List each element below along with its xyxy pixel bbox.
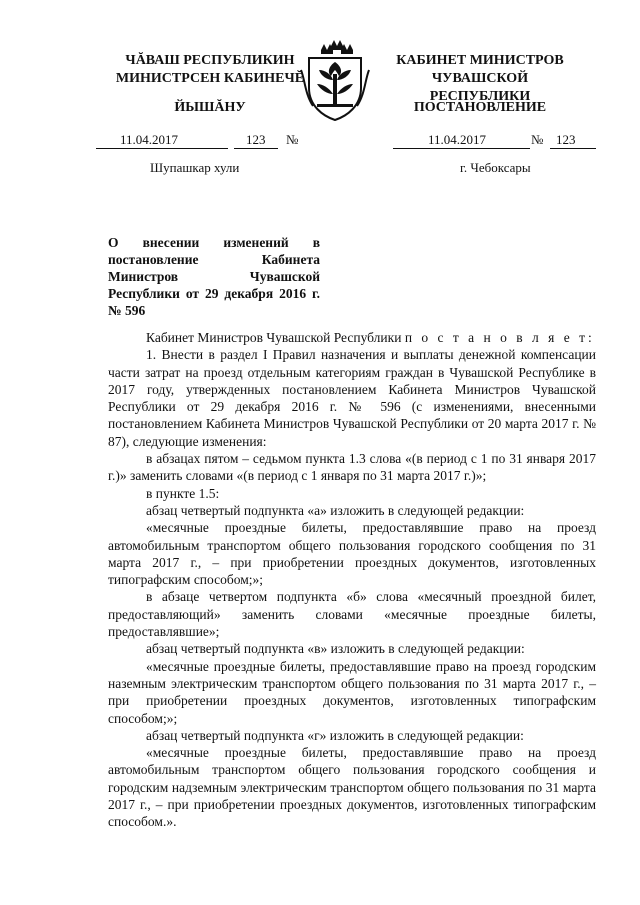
right-city: г. Чебоксары bbox=[460, 160, 531, 175]
paragraph-9: абзац четвертый подпункта «г» изложить в следующей редакции: bbox=[146, 727, 524, 743]
header-left-line1: ЧĂВАШ РЕСПУБЛИКИН bbox=[125, 53, 295, 68]
paragraph-6: в абзаце четвертом подпункта «б» слова «месячный проездной билет, предоставляющий» заменить словами «месячные проездные билеты, предоставлявшие»; bbox=[108, 589, 596, 640]
right-number-sign: № bbox=[531, 132, 544, 147]
paragraph-7: абзац четвертый подпункта «в» изложить в следующей редакции: bbox=[146, 641, 525, 657]
paragraph-1: 1. Внести в раздел I Правил назначения и выплаты денежной компенсации части затрат на проезд отдельным категориям граждан в Чувашской Республике в 2017 году, утвержденных постановлением Кабинета Министров Чувашской Республики от 29 декабря 2016 г. № 596 (с изменениями, внесенными постановлением Кабинета Министров Чувашской Республики от 20 марта 2017 г. № 87), следующие изменения: bbox=[108, 347, 596, 449]
left-number-underline bbox=[234, 147, 278, 149]
left-date: 11.04.2017 bbox=[120, 132, 179, 147]
left-number: 123 bbox=[246, 132, 266, 147]
paragraph-5: «месячные проездные билеты, предоставлявшие право на проезд автомобильным транспортом общего пользования городского сообщения по 31 марта 2017 г., – при приобретении проездных документов, изготовленных типографским способом;»; bbox=[108, 520, 596, 588]
chuvash-coat-of-arms-icon bbox=[297, 40, 373, 124]
header-right-doc-type: ПОСТАНОВЛЕНИЕ bbox=[413, 100, 547, 115]
paragraph-3: в пункте 1.5: bbox=[146, 485, 220, 501]
left-date-underline bbox=[96, 147, 228, 149]
right-date: 11.04.2017 bbox=[428, 132, 487, 147]
header-right-line1: КАБИНЕТ МИНИСТРОВ bbox=[396, 53, 564, 68]
right-date-underline bbox=[393, 147, 530, 149]
left-number-sign: № bbox=[286, 132, 299, 147]
header-right-title bbox=[380, 52, 580, 106]
document-body bbox=[108, 329, 596, 831]
header-left-title bbox=[100, 52, 320, 88]
paragraph-4: абзац четвертый подпункта «а» изложить в следующей редакции: bbox=[146, 502, 525, 518]
intro-verb: п о с т а н о в л я е т: bbox=[404, 330, 595, 345]
right-number-underline bbox=[550, 147, 596, 149]
paragraph-8: «месячные проездные билеты, предоставлявшие право на проезд городским наземным электрическим транспортом общего пользования по 31 марта 2017 г., – при приобретении проездных документов, изготовленных типографским способом;»; bbox=[108, 658, 596, 726]
header-left-line2: МИНИСТРСЕН КАБИНЕЧĔ bbox=[115, 71, 305, 86]
intro-subject: Кабинет Министров Чувашской Республики bbox=[146, 330, 402, 345]
header-right-line2: ЧУВАШСКОЙ РЕСПУБЛИКИ bbox=[429, 71, 531, 104]
right-number: 123 bbox=[556, 132, 576, 147]
paragraph-2: в абзацах пятом – седьмом пункта 1.3 слова «(в период с 1 по 31 января 2017 г.)» заменить словами «(в период с 1 января по 31 марта 2017 г.)»; bbox=[108, 451, 596, 484]
document-title: О внесении изменений в постановление Кабинета Министров Чувашской Республики от 29 декабря 2016 г. № 596 bbox=[108, 235, 320, 318]
left-city: Шупашкар хули bbox=[150, 160, 240, 175]
header-left-doc-type: ЙЫШĂНУ bbox=[174, 100, 246, 115]
paragraph-10: «месячные проездные билеты, предоставлявшие право на проезд автомобильным транспортом общего пользования городского сообщения и городским надземным электрическим транспортом общего пользования по 31 марта 2017 г., – при приобретении проездных документов, изготовленных типографским способом.». bbox=[108, 745, 596, 830]
intro-paragraph bbox=[108, 329, 596, 346]
